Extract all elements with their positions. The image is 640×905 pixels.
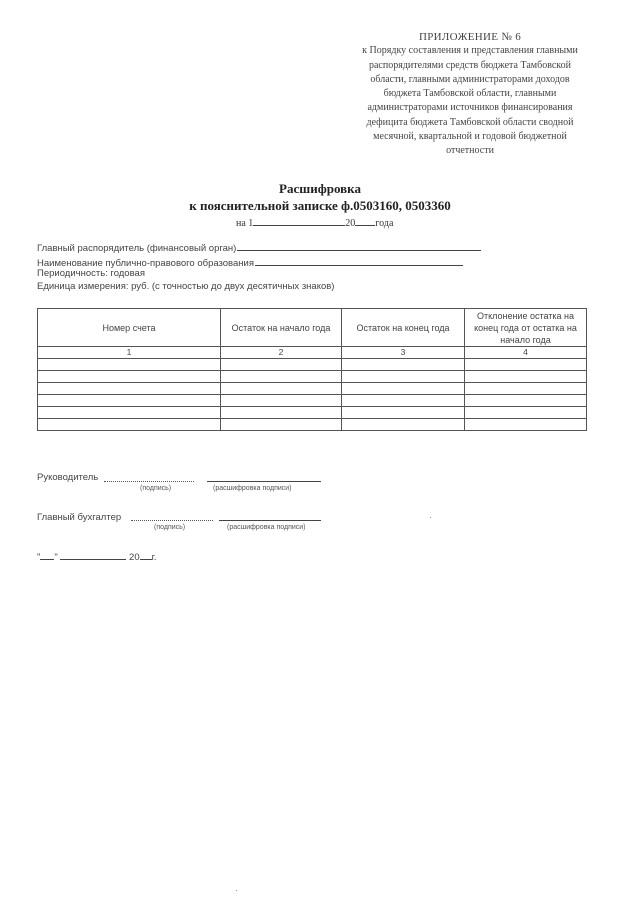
table-header-row xyxy=(38,309,587,347)
column-number: 4 xyxy=(465,347,587,359)
head-signature-hint: (подпись) xyxy=(140,485,172,492)
table-cell[interactable] xyxy=(38,419,221,431)
table-cell[interactable] xyxy=(221,383,342,395)
table-row xyxy=(38,395,587,407)
document-title: Расшифровка xyxy=(279,181,361,196)
column-number-row xyxy=(38,347,587,359)
date-year-prefix: 20 xyxy=(345,218,356,229)
date-suffix: года xyxy=(375,218,394,229)
table-cell[interactable] xyxy=(221,359,342,371)
table-cell[interactable] xyxy=(342,371,465,383)
head-decoding-line[interactable] xyxy=(207,481,321,482)
table-cell[interactable] xyxy=(465,383,587,395)
appendix-line: администраторами источников финансирования xyxy=(367,102,573,114)
header-account-number: Номер счета xyxy=(38,309,221,347)
table-cell[interactable] xyxy=(38,371,221,383)
head-label: Руководитель xyxy=(37,472,99,483)
table-cell[interactable] xyxy=(38,359,221,371)
table-cell[interactable] xyxy=(465,419,587,431)
unit-text: Единица измерения: руб. (с точностью до двух десятичных знаков) xyxy=(37,281,335,292)
table-row xyxy=(38,419,587,431)
header-balance-start: Остаток на начало года xyxy=(221,309,342,347)
appendix-line: распорядителями средств бюджета Тамбовской xyxy=(368,59,571,71)
chief-manager-label: Главный распорядитель (финансовый орган) xyxy=(37,243,237,254)
accountant-signature-line[interactable] xyxy=(131,520,213,521)
head-decoding-hint: (расшифровка подписи) xyxy=(213,485,292,492)
signing-year-prefix: 20 xyxy=(129,552,140,563)
accountant-signature-hint: (подпись) xyxy=(154,524,186,531)
table-cell[interactable] xyxy=(465,395,587,407)
chief-manager-row xyxy=(37,240,481,254)
signing-day-blank[interactable] xyxy=(40,549,54,560)
appendix-heading: ПРИЛОЖЕНИЕ № 6 xyxy=(418,31,521,43)
chief-manager-field[interactable] xyxy=(237,240,481,251)
date-year-blank[interactable] xyxy=(355,215,375,226)
accountant-decoding-line[interactable] xyxy=(219,520,321,521)
table-body xyxy=(38,359,587,431)
municipality-field[interactable] xyxy=(255,255,463,266)
table-cell[interactable] xyxy=(38,407,221,419)
periodicity-text: Периодичность: годовая xyxy=(37,268,145,279)
report-date-line xyxy=(236,215,393,229)
table-row xyxy=(38,359,587,371)
table-cell[interactable] xyxy=(342,359,465,371)
table-cell[interactable] xyxy=(221,371,342,383)
column-number: 2 xyxy=(221,347,342,359)
header-deviation: Отклонение остатка на конец года от остатка на начало года xyxy=(465,309,587,347)
table-cell[interactable] xyxy=(465,359,587,371)
appendix-line: к Порядку составления и представления главными xyxy=(362,45,578,57)
accountant-label: Главный бухгалтер xyxy=(37,512,122,523)
column-number: 3 xyxy=(342,347,465,359)
table-cell[interactable] xyxy=(342,383,465,395)
signing-year-suffix: г. xyxy=(151,552,157,563)
date-quote-close: " xyxy=(54,552,58,563)
head-signature-line[interactable] xyxy=(104,481,194,482)
document-subtitle: к пояснительной записке ф.0503160, 0503360 xyxy=(189,198,451,213)
table-cell[interactable] xyxy=(465,371,587,383)
table-cell[interactable] xyxy=(221,395,342,407)
appendix-line: бюджета Тамбовской области, главными xyxy=(383,88,557,100)
table-cell[interactable] xyxy=(465,407,587,419)
accounts-table xyxy=(37,308,587,431)
appendix-line: области, главными администраторами доходов xyxy=(370,73,570,85)
scan-speck xyxy=(430,517,431,518)
table-cell[interactable] xyxy=(221,407,342,419)
appendix-line: дефицита бюджета Тамбовской области сводной xyxy=(366,116,574,128)
date-day-month-blank[interactable] xyxy=(253,215,345,226)
header-balance-end: Остаток на конец года xyxy=(342,309,465,347)
appendix-line: отчетности xyxy=(446,145,494,157)
municipality-label: Наименование публично-правового образования xyxy=(37,258,254,269)
date-quote-open: " xyxy=(37,552,41,563)
signing-date xyxy=(37,549,157,563)
appendix-block xyxy=(342,30,598,159)
signing-month-blank[interactable] xyxy=(60,549,126,560)
table-cell[interactable] xyxy=(38,395,221,407)
appendix-line: месячной, квартальной и годовой бюджетной xyxy=(373,131,567,143)
date-prefix: на 1 xyxy=(236,218,254,229)
table-cell[interactable] xyxy=(342,407,465,419)
table-cell[interactable] xyxy=(342,419,465,431)
table-cell[interactable] xyxy=(221,419,342,431)
table-cell[interactable] xyxy=(38,383,221,395)
table-row xyxy=(38,407,587,419)
signing-year-blank[interactable] xyxy=(140,549,152,560)
scan-speck xyxy=(236,890,237,891)
municipality-row xyxy=(37,255,463,269)
table-row xyxy=(38,383,587,395)
column-number: 1 xyxy=(38,347,221,359)
accountant-decoding-hint: (расшифровка подписи) xyxy=(227,524,306,531)
table-cell[interactable] xyxy=(342,395,465,407)
table-row xyxy=(38,371,587,383)
